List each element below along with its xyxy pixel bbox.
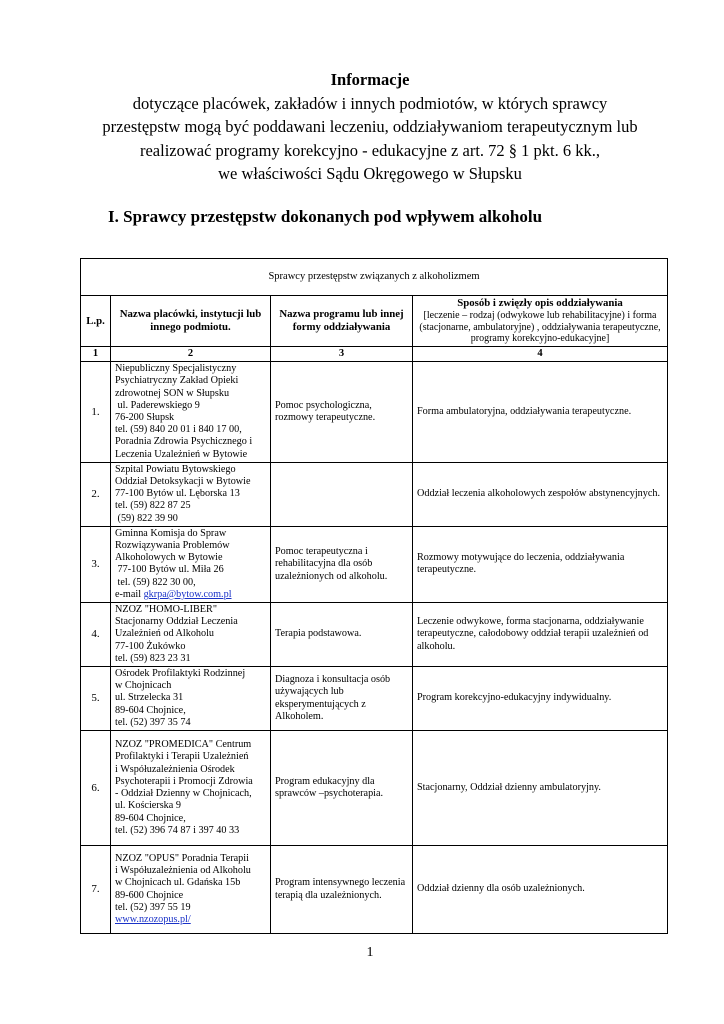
table-caption: Sprawcy przestępstw związanych z alkoholizmem xyxy=(81,259,668,296)
institution-line: w Chojnicach xyxy=(115,680,172,692)
method-cell: Oddział leczenia alkoholowych zespołów abstynencyjnych. xyxy=(413,462,668,526)
institution-line: NZOZ "HOMO-LIBER" xyxy=(115,604,217,616)
institution-line: zdrowotnej SON w Słupsku xyxy=(115,387,230,399)
header-line: przestępstw mogą być poddawani leczeniu, oddziaływaniom terapeutycznym lub xyxy=(102,117,638,136)
table-row xyxy=(81,846,668,934)
institution-line: Profilaktyki i Terapii Uzależnień xyxy=(115,751,249,763)
institution-cell xyxy=(111,526,271,602)
row-number: 7. xyxy=(81,846,111,934)
column-header-name: Nazwa placówki, instytucji lub innego podmiotu. xyxy=(111,296,271,347)
institution-line: w Chojnicach ul. Gdańska 15b xyxy=(115,877,241,889)
institution-line: ul. Strzelecka 31 xyxy=(115,692,184,704)
program-cell: Pomoc terapeutyczna i rehabilitacyjna dla osób uzależnionych od alkoholu. xyxy=(271,526,413,602)
institution-line: NZOZ "PROMEDICA" Centrum xyxy=(115,739,252,751)
table-row xyxy=(81,526,668,602)
institution-line: Oddział Detoksykacji w Bytowie xyxy=(115,476,251,488)
method-cell: Oddział dzienny dla osób uzależnionych. xyxy=(413,846,668,934)
institution-cell xyxy=(111,667,271,731)
institution-line: (59) 822 39 90 xyxy=(115,512,178,524)
institution-line: 77-100 Bytów ul. Miła 26 xyxy=(115,564,224,576)
institution-cell xyxy=(111,462,271,526)
institution-line: Szpital Powiatu Bytowskiego xyxy=(115,463,236,475)
table-caption-row xyxy=(81,259,668,296)
row-number: 2. xyxy=(81,462,111,526)
institution-cell xyxy=(111,362,271,463)
institution-line: 77-100 Żukówko xyxy=(115,640,186,652)
row-number: 6. xyxy=(81,731,111,846)
table-row xyxy=(81,362,668,463)
email-link[interactable]: gkrpa@bytow.com.pl xyxy=(143,588,232,600)
institution-line: tel. (52) 397 55 19 xyxy=(115,901,191,913)
program-cell: Program intensywnego leczenia terapią dla uzależnionych. xyxy=(271,846,413,934)
institution-line: Uzależnień od Alkoholu xyxy=(115,628,215,640)
column-number: 3 xyxy=(271,347,413,362)
document-title: Informacje xyxy=(330,70,410,89)
institution-line: Stacjonarny Oddział Leczenia xyxy=(115,616,238,628)
column-header-method-title: Sposób i zwięzły opis oddziaływania xyxy=(457,297,623,310)
program-cell: Terapia podstawowa. xyxy=(271,603,413,667)
institution-line: Ośrodek Profilaktyki Rodzinnej xyxy=(115,668,246,680)
institution-line: tel. (59) 822 87 25 xyxy=(115,500,191,512)
institution-line: - Oddział Dzienny w Chojnicach, xyxy=(115,788,252,800)
header-line: dotyczące placówek, zakładów i innych podmiotów, w których sprawcy xyxy=(132,93,608,113)
section-title: I. Sprawcy przestępstw dokonanych pod wpływem alkoholu xyxy=(108,207,543,226)
method-cell: Leczenie odwykowe, forma stacjonarna, oddziaływanie terapeutyczne, całodobowy oddział terapii uzależnień od alkoholu. xyxy=(413,603,668,667)
table-row xyxy=(81,667,668,731)
institution-line: NZOZ "OPUS" Poradnia Terapii xyxy=(115,852,249,864)
email-label: e-mail xyxy=(115,588,144,600)
institution-line: tel. (52) 396 74 87 i 397 40 33 xyxy=(115,824,240,836)
institution-line: tel. (52) 397 35 74 xyxy=(115,716,191,728)
institution-website-line xyxy=(115,914,266,926)
institution-line: Niepubliczny Specjalistyczny xyxy=(115,363,237,375)
institution-line: Psychoterapii i Promocji Zdrowia xyxy=(115,775,253,787)
method-cell: Stacjonarny, Oddział dzienny ambulatoryjny. xyxy=(413,731,668,846)
column-number: 4 xyxy=(413,347,668,362)
institution-line: 89-604 Chojnice, xyxy=(115,704,186,716)
program-cell xyxy=(271,462,413,526)
institution-line: 76-200 Słupsk xyxy=(115,412,175,424)
institution-line: Poradnia Zdrowia Psychicznego i xyxy=(115,436,253,448)
institution-line: i Współuzależnienia od Alkoholu xyxy=(115,865,251,877)
table-row xyxy=(81,731,668,846)
institution-line: tel. (59) 823 23 31 xyxy=(115,652,191,664)
header-line: we właściwości Sądu Okręgowego w Słupsku xyxy=(218,164,522,183)
column-number: 1 xyxy=(81,347,111,362)
column-header-lp: L.p. xyxy=(81,296,111,347)
column-number: 2 xyxy=(111,347,271,362)
institution-cell xyxy=(111,603,271,667)
column-header-program: Nazwa programu lub innej formy oddziaływania xyxy=(271,296,413,347)
program-cell: Diagnoza i konsultacja osób używających lub eksperymentujących z Alkoholem. xyxy=(271,667,413,731)
table-header-row xyxy=(81,296,668,347)
document-header xyxy=(60,68,680,186)
row-number: 1. xyxy=(81,362,111,463)
institution-line: 89-604 Chojnice, xyxy=(115,812,186,824)
column-number-row xyxy=(81,347,668,362)
facilities-table xyxy=(80,258,668,934)
program-cell: Program edukacyjny dla sprawców –psychoterapia. xyxy=(271,731,413,846)
table-row xyxy=(81,462,668,526)
institution-line: 77-100 Bytów ul. Lęborska 13 xyxy=(115,488,240,500)
institution-line: ul. Kościerska 9 xyxy=(115,800,181,812)
method-cell: Program korekcyjno-edukacyjny indywidualny. xyxy=(413,667,668,731)
institution-line: Rozwiązywania Problemów xyxy=(115,540,230,552)
column-header-method xyxy=(413,296,668,347)
institution-cell xyxy=(111,731,271,846)
institution-line: tel. (59) 840 20 01 i 840 17 00, xyxy=(115,424,242,436)
method-cell: Forma ambulatoryjna, oddziaływania terapeutyczne. xyxy=(413,362,668,463)
institution-cell xyxy=(111,846,271,934)
website-link[interactable]: www.nzozopus.pl/ xyxy=(115,914,191,925)
row-number: 5. xyxy=(81,667,111,731)
method-cell: Rozmowy motywujące do leczenia, oddziaływania terapeutyczne. xyxy=(413,526,668,602)
row-number: 3. xyxy=(81,526,111,602)
institution-line: ul. Paderewskiego 9 xyxy=(115,399,200,411)
page-number: 1 xyxy=(366,945,374,960)
institution-line: 89-600 Chojnice xyxy=(115,889,184,901)
institution-line: Leczenia Uzależnień w Bytowie xyxy=(115,448,248,460)
institution-line: Psychiatryczny Zakład Opieki xyxy=(115,375,239,387)
column-header-method-subtitle: [leczenie – rodzaj (odwykowe lub rehabilitacyjne) i forma (stacjonarne, ambulatoryjne) , oddziaływania terapeutyczne, programy korekcyjno-edukacyjne] xyxy=(419,310,661,345)
institution-line: i Współuzależnienia Ośrodek xyxy=(115,763,235,775)
program-cell: Pomoc psychologiczna, rozmowy terapeutyczne. xyxy=(271,362,413,463)
header-line: realizować programy korekcyjno - edukacyjne z art. 72 § 1 pkt. 6 kk., xyxy=(139,140,600,160)
institution-line: Alkoholowych w Bytowie xyxy=(115,552,223,564)
institution-email-line xyxy=(115,589,266,601)
institution-line: Gminna Komisja do Spraw xyxy=(115,527,227,539)
institution-line: tel. (59) 822 30 00, xyxy=(115,576,196,588)
table-row xyxy=(81,603,668,667)
row-number: 4. xyxy=(81,603,111,667)
